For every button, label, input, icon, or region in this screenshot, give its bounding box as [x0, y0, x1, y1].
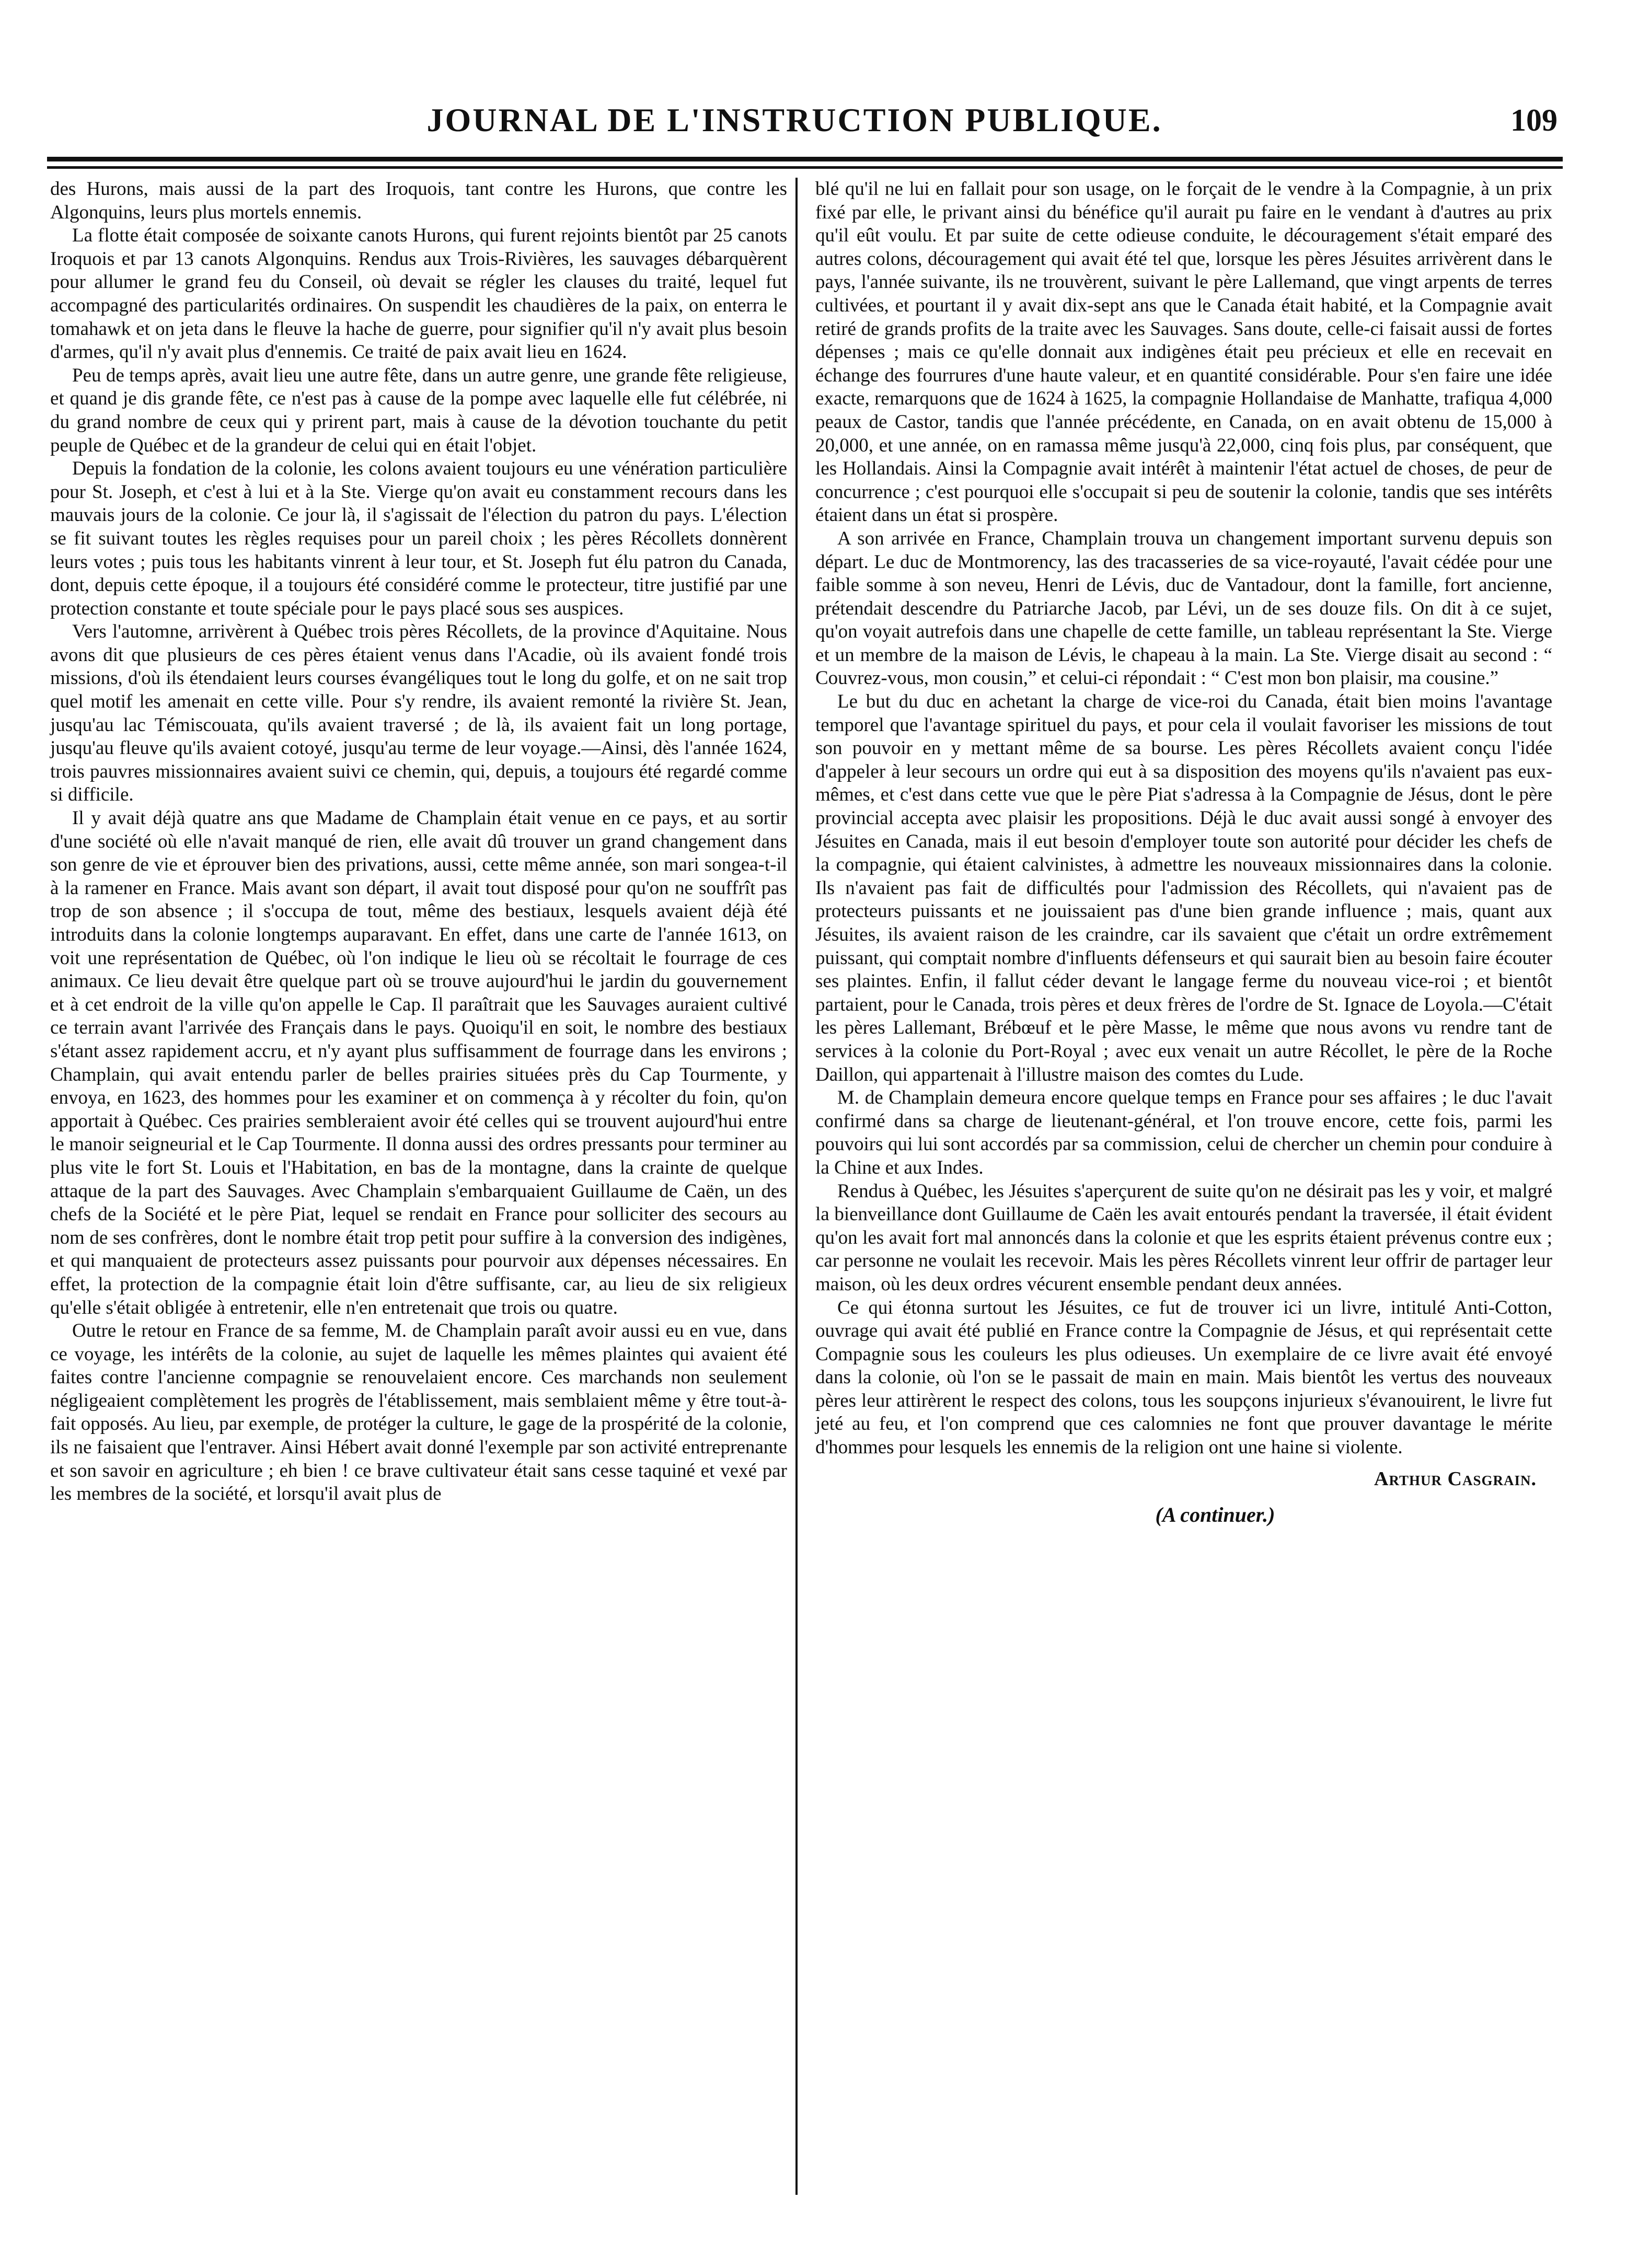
journal-title: JOURNAL DE L'INSTRUCTION PUBLIQUE. — [426, 101, 1162, 138]
paragraph: Il y avait déjà quatre ans que Madame de Champlain était venue en ce pays, et au sortir d'une société où elle n'avait manqué de rien, elle avait dû trouver un grand changement dans son genre de vie et éprouver bien des privations, aussi, cette même année, son mari songea-t-il à la ramener en France. Mais avant son départ, il avait tout disposé pour qu'on ne souffrît pas trop de son absence ; il s'occupa de tout, même des bestiaux, lesquels avaient déjà été introduits dans la colonie longtemps auparavant. En effet, dans une carte de l'année 1613, on voit une représentation de Québec, où l'on indique le lieu où se récoltait le fourrage de ces animaux. Ce lieu devait être quelque part où se trouve aujourd'hui le jardin du gouvernement et à cet endroit de la ville qu'on appelle le Cap. Il paraîtrait que les Sauvages auraient cultivé ce terrain avant l'arrivée des Français dans le pays. Quoiqu'il en soit, le nombre des bestiaux s'étant assez rapidement accru, et n'y ayant plus suffisamment de fourrage dans les environs ; Champlain, qui avait entendu parler de belles prairies situées près du Cap Tourmente, y envoya, en 1623, des hommes pour les examiner et on commença à y récolter du foin, qu'on apportait à Québec. Ces prairies sembleraient avoir été celles qui se trouvent aujourd'hui entre le manoir seigneurial et le Cap Tourmente. Il donna aussi des ordres pressants pour terminer au plus vite le fort St. Louis et l'Habitation, en bas de la montagne, dans la crainte de quelque attaque de la part des Sauvages. Avec Champlain s'embarquaient Guillaume de Caën, un des chefs de la Société et le père Piat, lequel se rendait en France pour solliciter des secours au nom de ses confrères, dont le nombre était trop petit pour suffire à la conversion des indigènes, et qui manquaient de protecteurs assez puissants pour pourvoir aux dépenses nécessaires. En effet, la protection de la compagnie était loin d'être suffisante, car, au lieu de six religieux qu'elle s'était obligée à entretenir, elle n'en entretenait que trois ou quatre. — [50, 807, 787, 1318]
paragraph: M. de Champlain demeura encore quelque temps en France pour ses affaires ; le duc l'avait confirmé dans sa charge de lieutenant-général, et l'on trouve encore, cette fois, parmi les pouvoirs qui lui sont accordés par sa commission, celui de chercher un chemin pour conduire à la Chine et aux Indes. — [815, 1087, 1552, 1178]
header-rule-thin — [47, 166, 1563, 169]
left-column — [50, 178, 787, 1506]
column-divider — [795, 178, 798, 2195]
continued-note: (A continuer.) — [1155, 1502, 1275, 1526]
paragraph: La flotte était composée de soixante canots Hurons, qui furent rejoints bientôt par 25 canots Iroquois et par 13 canots Algonquins. Rendus aux Trois-Rivières, les sauvages débarquèrent pour allumer le grand feu du Conseil, où devait se régler les clauses du traité, lequel fut accompagné des particularités ordinaires. On suspendit les chaudières de la paix, on enterra le tomahawk et on jeta dans le fleuve la hache de guerre, pour signifier qu'il n'y avait plus besoin d'armes, qu'il n'y avait plus d'ennemis. Ce traité de paix avait lieu en 1624. — [50, 225, 787, 363]
paragraph: A son arrivée en France, Champlain trouva un changement important survenu depuis son départ. Le duc de Montmorency, las des tracasseries de sa vice-royauté, l'avait cédée pour une faible somme à son neveu, Henri de Lévis, duc de Vantadour, dont la famille, fort ancienne, prétendait descendre du Patriarche Jacob, par Lévi, un de ses douze fils. On dit à ce sujet, qu'on voyait autrefois dans une chapelle de cette famille, un tableau représentant la Ste. Vierge et un membre de la maison de Lévis, le chapeau à la main. La Ste. Vierge disait au second : “ Couvrez-vous, mon cousin,” et celui-ci répondait : “ C'est mon bon plaisir, ma cousine.” — [815, 527, 1552, 689]
page-header — [31, 99, 1558, 146]
paragraph: Outre le retour en France de sa femme, M. de Champlain paraît avoir aussi eu en vue, dans ce voyage, les intérêts de la colonie, au sujet de laquelle les mêmes plaintes qui avaient été faites contre l'ancienne compagnie se renouvelaient encore. Ces marchands non seulement négligeaient complètement les progrès de l'établissement, mais semblaient même y être tout-à-fait opposés. Au lieu, par exemple, de protéger la culture, le gage de la prospérité de la colonie, ils ne faisaient que l'entraver. Ainsi Hébert avait donné l'exemple par son activité entreprenante et son savoir en agriculture ; eh bien ! ce brave cultivateur était sans cesse taquiné et vexé par les membres de la société, et lorsqu'il avait plus de — [50, 1320, 787, 1505]
author-signature: Arthur Casgrain. — [1374, 1467, 1537, 1490]
page-number: 109 — [1510, 103, 1558, 137]
paragraph: des Hurons, mais aussi de la part des Iroquois, tant contre les Hurons, que contre les Algonquins, leurs plus mortels ennemis. — [50, 178, 787, 223]
paragraph: Rendus à Québec, les Jésuites s'aperçurent de suite qu'on ne désirait pas les y voir, et malgré la bienveillance dont Guillaume de Caën les avait entourés pendant la traversée, il était évident qu'on les avait fort mal annoncés dans la colonie et que les esprits étaient prévenus contre eux ; car personne ne voulait les recevoir. Mais les pères Récollets vinrent leur offrir de partager leur maison, où les deux ordres vécurent ensemble pendant deux années. — [815, 1180, 1552, 1295]
paragraph: blé qu'il ne lui en fallait pour son usage, on le forçait de le vendre à la Compagnie, à un prix fixé par elle, le privant ainsi du bénéfice qu'il aurait pu faire en le vendant à d'autres au prix qu'il eût voulu. Et par suite de cette odieuse conduite, le découragement s'était emparé des autres colons, découragement qui avait été tel que, lorsque les pères Jésuites arrivèrent dans le pays, l'année suivante, ils ne trouvèrent, suivant le père Lallemand, que vingt arpents de terres cultivées, et pourtant il y avait dix-sept ans que le Canada était habité, et la Compagnie avait retiré de grands profits de la traite avec les Sauvages. Sans doute, celle-ci faisait aussi de fortes dépenses ; mais ce qu'elle donnait aux indigènes était peu précieux et elle en recevait en échange des fourrures d'une haute valeur, et en quantité considérable. Pour s'en faire une idée exacte, remarquons que de 1624 à 1625, la compagnie Hollandaise de Manhatte, trafiqua 4,000 peaux de Castor, tandis que l'année précédente, en Canada, on en avait obtenu de 15,000 à 20,000, et une année, on en ramassa même jusqu'à 22,000, cinq fois plus, par conséquent, que les Hollandais. Ainsi la Compagnie avait intérêt à maintenir l'état actuel de choses, de peur de concurrence ; c'est pourquoi elle s'occupait si peu de soutenir la colonie, tandis que ses intérêts étaient dans un état si prospère. — [815, 178, 1552, 526]
paragraph: Peu de temps après, avait lieu une autre fête, dans un autre genre, une grande fête religieuse, et quand je dis grande fête, ce n'est pas à cause de la pompe avec laquelle elle fut célébrée, ni du grand nombre de ceux qui y prirent part, mais à cause de la dévotion touchante du petit peuple de Québec et de la grandeur de celui qui en était l'objet. — [50, 364, 787, 456]
header-rule-thick — [47, 157, 1563, 161]
paragraph: Le but du duc en achetant la charge de vice-roi du Canada, était bien moins l'avantage temporel que l'avantage spirituel du pays, et pour cela il voulait favoriser les missions de tout son pouvoir en y mettant même de sa bourse. Les pères Récollets avaient conçu l'idée d'appeler à leur secours un ordre qui eut à sa disposition des moyens qu'ils n'avaient pas eux-mêmes, et c'est dans cette vue que le père Piat s'adressa à la Compagnie de Jésus, dont le père provincial accepta avec plaisir les propositions. Déjà le duc avait aussi songé à envoyer des Jésuites en Canada, mais il eut besoin d'employer toute son autorité pour décider les chefs de la compagnie, qui étaient calvinistes, à admettre les nouveaux missionnaires dans la colonie. Ils n'avaient pas fait de difficultés pour l'admission des Récollets, qui n'avaient pas de protecteurs puissants et ne jouissaient pas d'une bien grande influence ; mais, quant aux Jésuites, ils avaient raison de les craindre, car ils savaient que c'était un ordre extrêmement puissant, qui comptait nombre d'influents défenseurs et qui saurait bien au besoin faire écouter ses plaintes. Enfin, il fallut céder devant le langage ferme du nouveau vice-roi ; et bientôt partaient, pour le Canada, trois pères et deux frères de l'ordre de St. Ignace de Loyola.—C'était les pères Lallemant, Brébœuf et le père Masse, le même que nous avons vu rendre tant de services à la colonie du Port-Royal ; avec eux venait un autre Récollet, le père de la Roche Daillon, qui appartenait à l'illustre maison des comtes du Lude. — [815, 691, 1552, 1085]
right-column — [815, 178, 1552, 1528]
paragraph: Ce qui étonna surtout les Jésuites, ce fut de trouver ici un livre, intitulé Anti-Cotton, ouvrage qui avait été publié en France contre la Compagnie de Jésus, et qui représentait cette Compagnie sous les couleurs les plus odieuses. Un exemplaire de ce livre avait été envoyé dans la colonie, où l'on se le passait de main en main. Mais bientôt les vertus des nouveaux pères leur attirèrent le respect des colons, tous les soupçons injurieux s'évanouirent, le livre fut jeté au feu, et l'on comprend que ces calomnies ne font que prouver davantage le mérite d'hommes pour lesquels les ennemis de la religion ont une haine si violente. — [815, 1297, 1552, 1459]
paragraph: Vers l'automne, arrivèrent à Québec trois pères Récollets, de la province d'Aquitaine. Nous avons dit que plusieurs de ces pères étaient venus dans l'Acadie, où ils avaient fondé trois missions, d'où ils étendaient leurs courses évangéliques tout le long du golfe, et on ne sait trop quel motif les amenait en cette ville. Pour s'y rendre, ils avaient remonté la rivière St. Jean, jusqu'au lac Témiscouata, qu'ils avaient traversé ; de là, ils avaient fait un long portage, jusqu'au fleuve qu'ils avaient cotoyé, jusqu'au terme de leur voyage.—Ainsi, dès l'année 1624, trois pauvres missionnaires avaient suivi ce chemin, qui, depuis, a toujours été regardé comme si difficile. — [50, 621, 787, 806]
paragraph: Depuis la fondation de la colonie, les colons avaient toujours eu une vénération particulière pour St. Joseph, et c'est à lui et à la Ste. Vierge qu'on avait eu constamment recours dans les mauvais jours de la colonie. Ce jour là, il s'agissait de l'élection du patron du pays. L'élection se fit suivant toutes les règles requises pour un pareil choix ; les pères Récollets donnèrent leurs votes ; puis tous les habitants vinrent à leur tour, et St. Joseph fut élu patron du Canada, dont, depuis cette époque, il a toujours été considéré comme le protecteur, titre justifié par une protection constante et toute spéciale pour le pays placé sous ses auspices. — [50, 458, 787, 619]
